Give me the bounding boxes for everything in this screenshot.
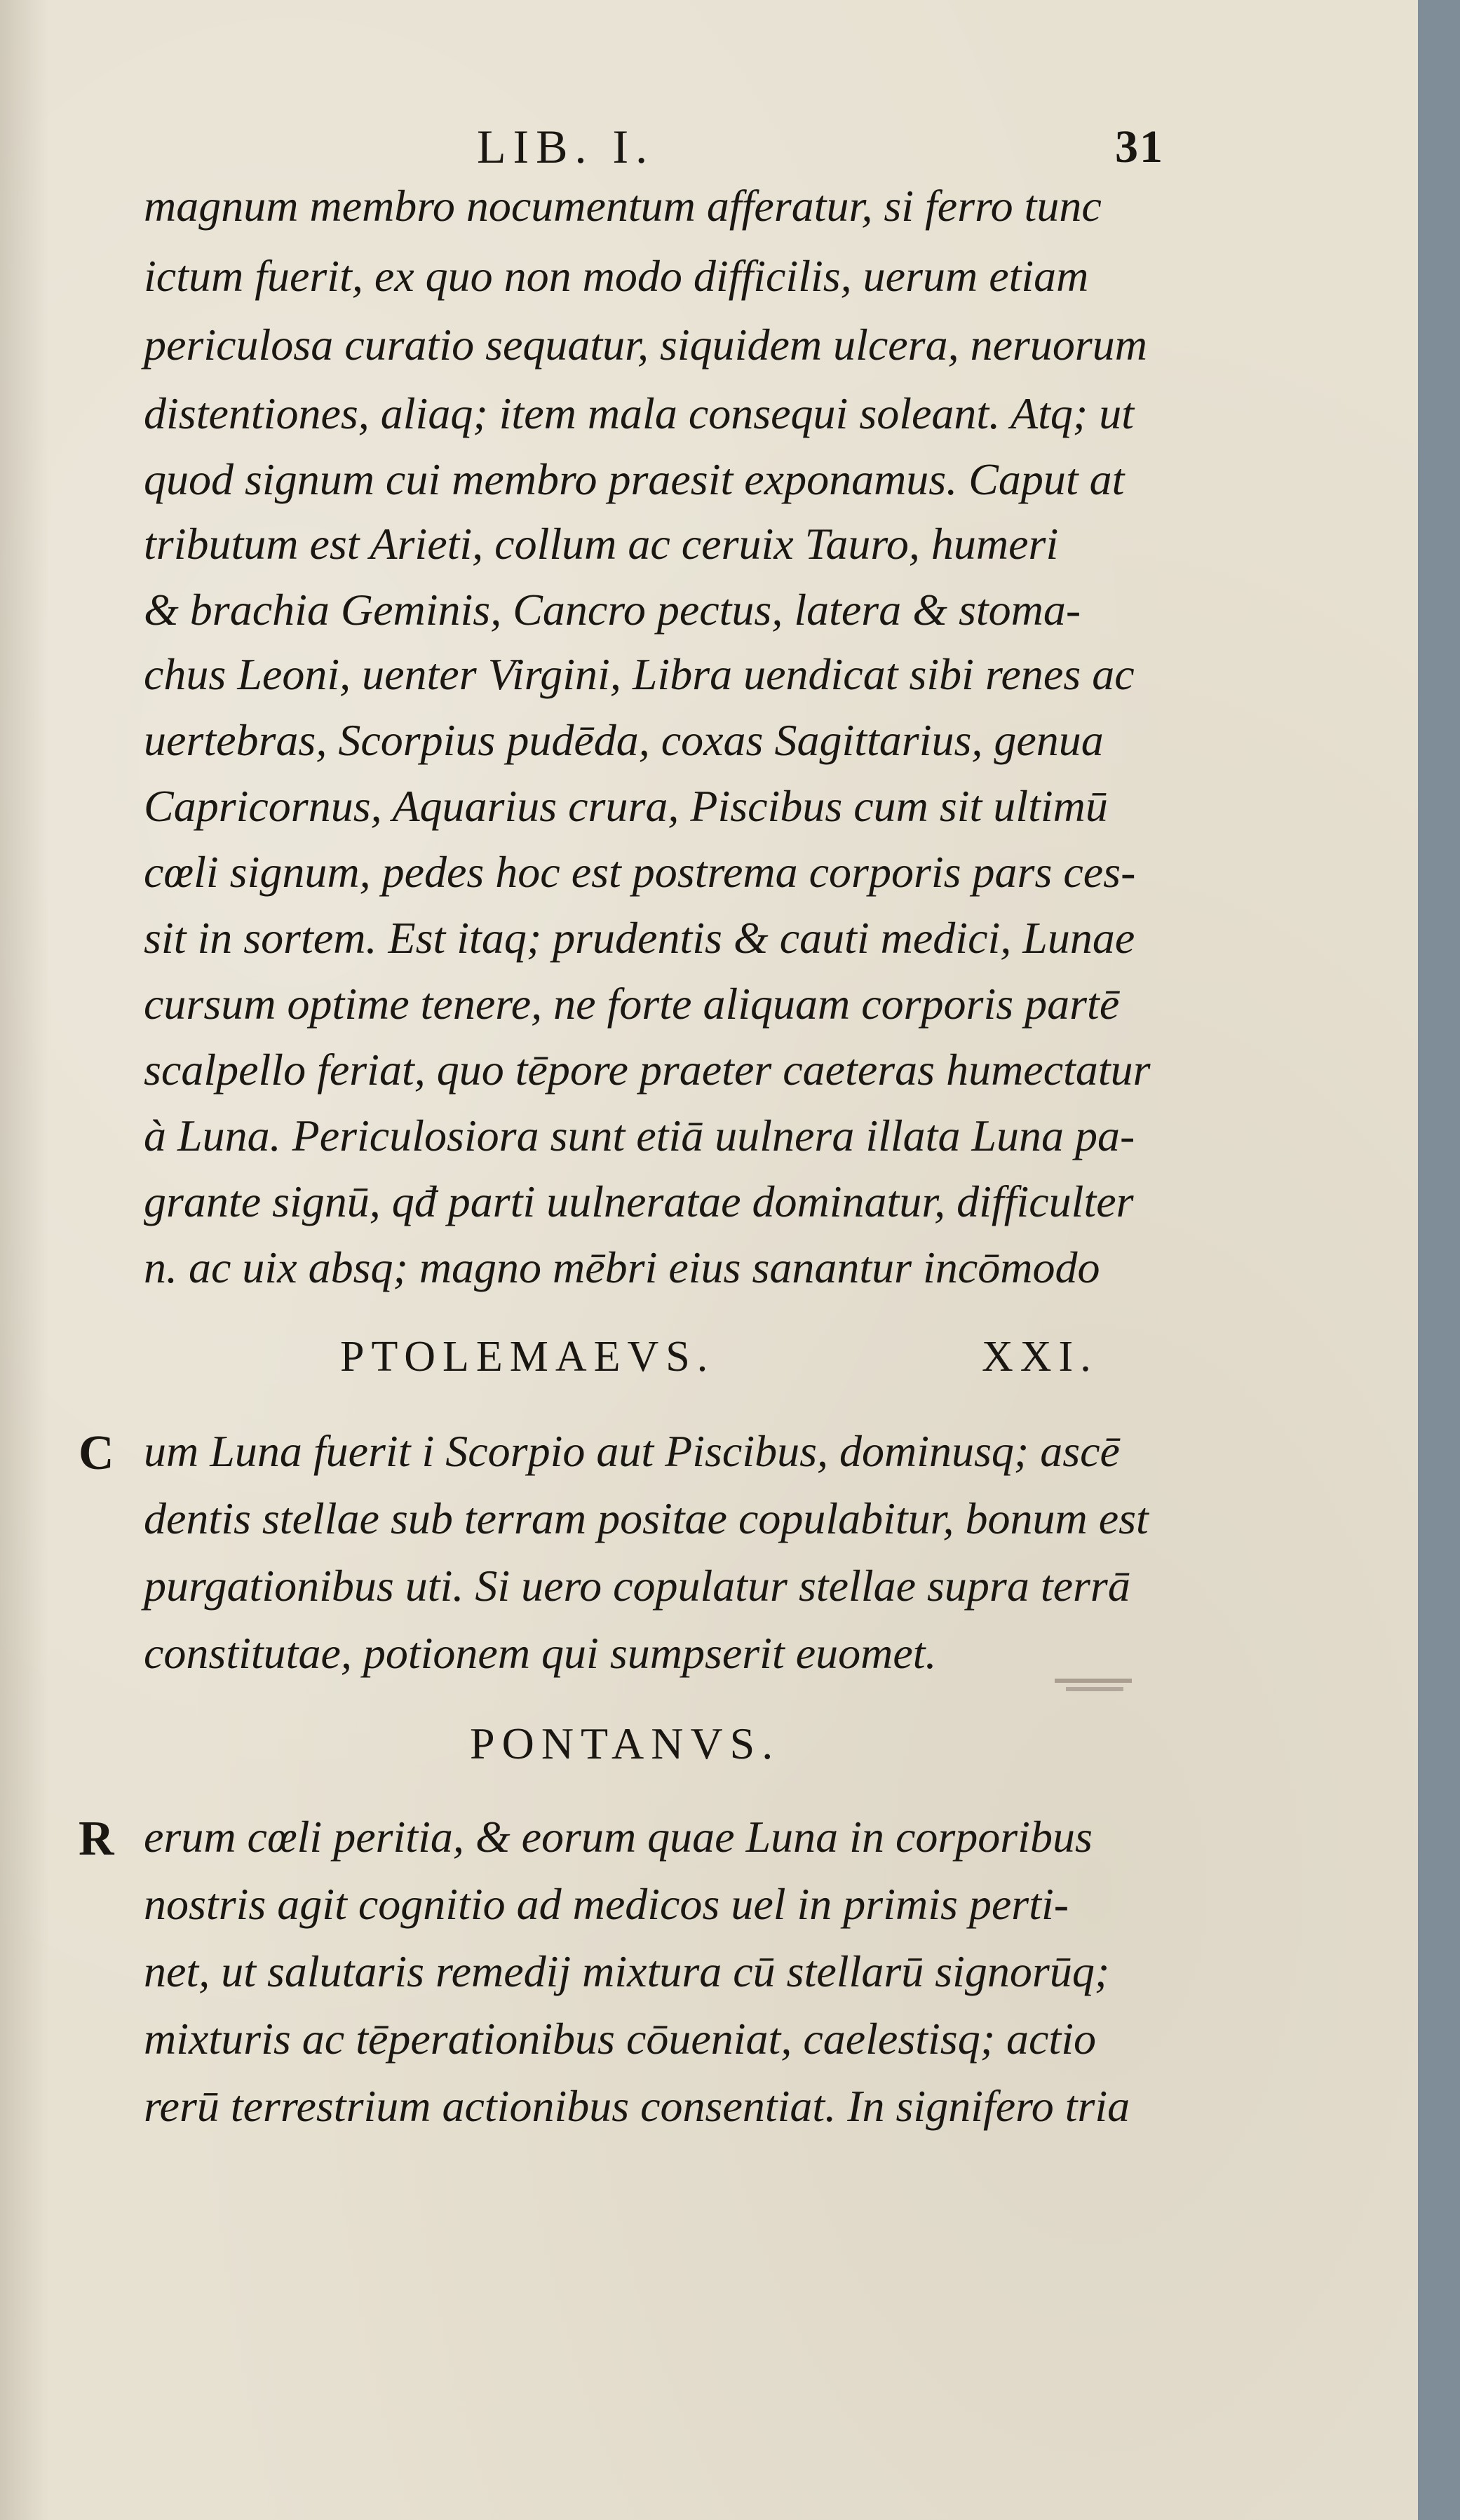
text-line: grante signū, qđ parti uulneratae dominatur, difficulter bbox=[144, 1177, 1134, 1226]
section-number: XXI. bbox=[982, 1333, 1098, 1381]
text-line: constitutae, potionem qui sumpserit euomet. bbox=[144, 1628, 937, 1678]
text-line: nostris agit cognitio ad medicos uel in primis perti- bbox=[144, 1879, 1069, 1929]
text-line: net, ut salutaris remedij mixtura cū stellarū signorūq; bbox=[144, 1946, 1110, 1996]
library-stamp-mark bbox=[1052, 1674, 1136, 1700]
text-line: uertebras, Scorpius pudēda, coxas Sagittarius, genua bbox=[144, 715, 1104, 765]
text-line: distentiones, aliaq; item mala consequi soleant. Atq; ut bbox=[144, 388, 1134, 438]
text-line: cursum optime tenere, ne forte aliquam corporis partē bbox=[144, 979, 1120, 1029]
section-heading: PTOLEMAEVS. bbox=[340, 1333, 715, 1381]
text-line: scalpello feriat, quo tēpore praeter caeteras humectatur bbox=[144, 1045, 1151, 1095]
text-line: sit in sortem. Est itaq; prudentis & cauti medici, Lunae bbox=[144, 913, 1135, 963]
scan-background-edge bbox=[1418, 0, 1460, 2520]
text-line: magnum membro nocumentum afferatur, si ferro tunc bbox=[144, 181, 1102, 231]
text-line: & brachia Geminis, Cancro pectus, latera & stoma- bbox=[144, 585, 1081, 635]
text-line: tributum est Arieti, collum ac ceruix Tauro, humeri bbox=[144, 519, 1059, 569]
gutter-shadow bbox=[0, 0, 49, 2520]
text-line: dentis stellae sub terram positae copulabitur, bonum est bbox=[144, 1493, 1149, 1543]
section-heading: PONTANVS. bbox=[470, 1719, 780, 1768]
text-line: cœli signum, pedes hoc est postrema corporis pars ces- bbox=[144, 847, 1136, 897]
text-line: mixturis ac tēperationibus cōueniat, caelestisq; actio bbox=[144, 2014, 1096, 2064]
text-line: erum cœli peritia, & eorum quae Luna in corporibus bbox=[144, 1812, 1093, 1862]
text-line: ictum fuerit, ex quo non modo difficilis, uerum etiam bbox=[144, 251, 1089, 301]
page-number: 31 bbox=[1115, 121, 1164, 172]
text-line: periculosa curatio sequatur, siquidem ulcera, neruorum bbox=[144, 320, 1147, 370]
text-line: um Luna fuerit i Scorpio aut Piscibus, dominusq; ascē bbox=[144, 1426, 1120, 1476]
text-line: quod signum cui membro praesit exponamus. Caput at bbox=[144, 454, 1125, 504]
drop-cap: R bbox=[79, 1812, 114, 1866]
text-line: à Luna. Periculosiora sunt etiā uulnera illata Luna pa- bbox=[144, 1111, 1135, 1160]
text-line: n. ac uix absq; magno mēbri eius sanantur incōmodo bbox=[144, 1242, 1100, 1292]
text-line: Capricornus, Aquarius crura, Piscibus cum sit ultimū bbox=[144, 781, 1108, 831]
text-line: chus Leoni, uenter Virgini, Libra uendicat sibi renes ac bbox=[144, 649, 1135, 699]
text-line: purgationibus uti. Si uero copulatur stellae supra terrā bbox=[144, 1561, 1130, 1611]
text-line: rerū terrestrium actionibus consentiat. In signifero tria bbox=[144, 2081, 1130, 2131]
running-title: LIB. I. bbox=[477, 120, 655, 173]
drop-cap: C bbox=[79, 1426, 114, 1480]
